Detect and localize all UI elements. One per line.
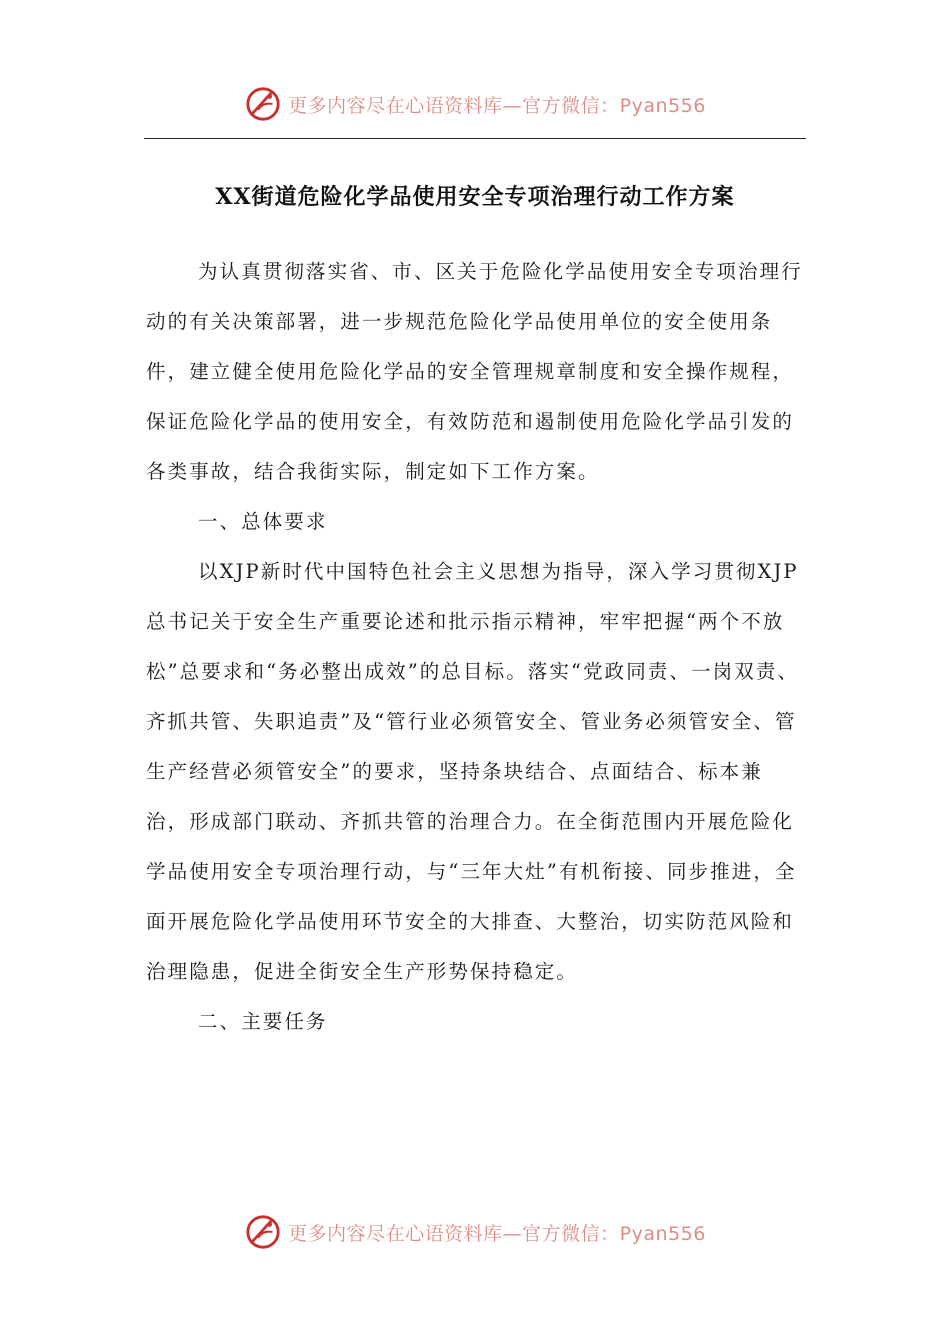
intro-paragraph: 为认真贯彻落实省、市、区关于危险化学品使用安全专项治理行动的有关决策部署，进一步规范危险化学品使用单位的安全使用条件，建立健全使用危险化学品的安全管理规章制度和安全操作规程，保证危险化学品的使用安全，有效防范和遏制使用危险化学品引发的各类事故，结合我街实际，制定如下工作方案。: [146, 260, 803, 483]
requirements-paragraph: 以XJP新时代中国特色社会主义思想为指导，深入学习贯彻XJP总书记关于安全生产重要论述和批示指示精神，牢牢把握“两个不放松”总要求和“务必整出成效”的总目标。落实“党政同责、一岗双责、齐抓共管、失职追责”及“管行业必须管安全、管业务必须管安全、管生产经营必须管安全”的要求，坚持条块结合、点面结合、标本兼治，形成部门联动、齐抓共管的治理合力。在全街范围内开展危险化学品使用安全专项治理行动，与“三年大灶”有机衔接、同步推进，全面开展危险化学品使用环节安全的大排查、大整治，切实防范风险和治理隐患，促进全街安全生产形势保持稳定。: [146, 560, 800, 983]
section-heading-2: 二、主要任务: [198, 1010, 328, 1033]
header-banner: [0, 82, 950, 126]
footer-banner: [0, 1210, 950, 1254]
pen-circle-logo-icon: [244, 85, 282, 123]
document-body: [146, 247, 806, 1047]
footer-banner-text: 更多内容尽在心语资料库—官方微信：Pyan556: [288, 1222, 706, 1245]
header-banner-text: 更多内容尽在心语资料库—官方微信：Pyan556: [288, 94, 706, 117]
document-title: XX街道危险化学品使用安全专项治理行动工作方案: [215, 184, 735, 210]
header-divider: [144, 138, 806, 139]
pen-circle-logo-icon: [244, 1213, 282, 1251]
section-heading-1: 一、总体要求: [198, 510, 328, 533]
